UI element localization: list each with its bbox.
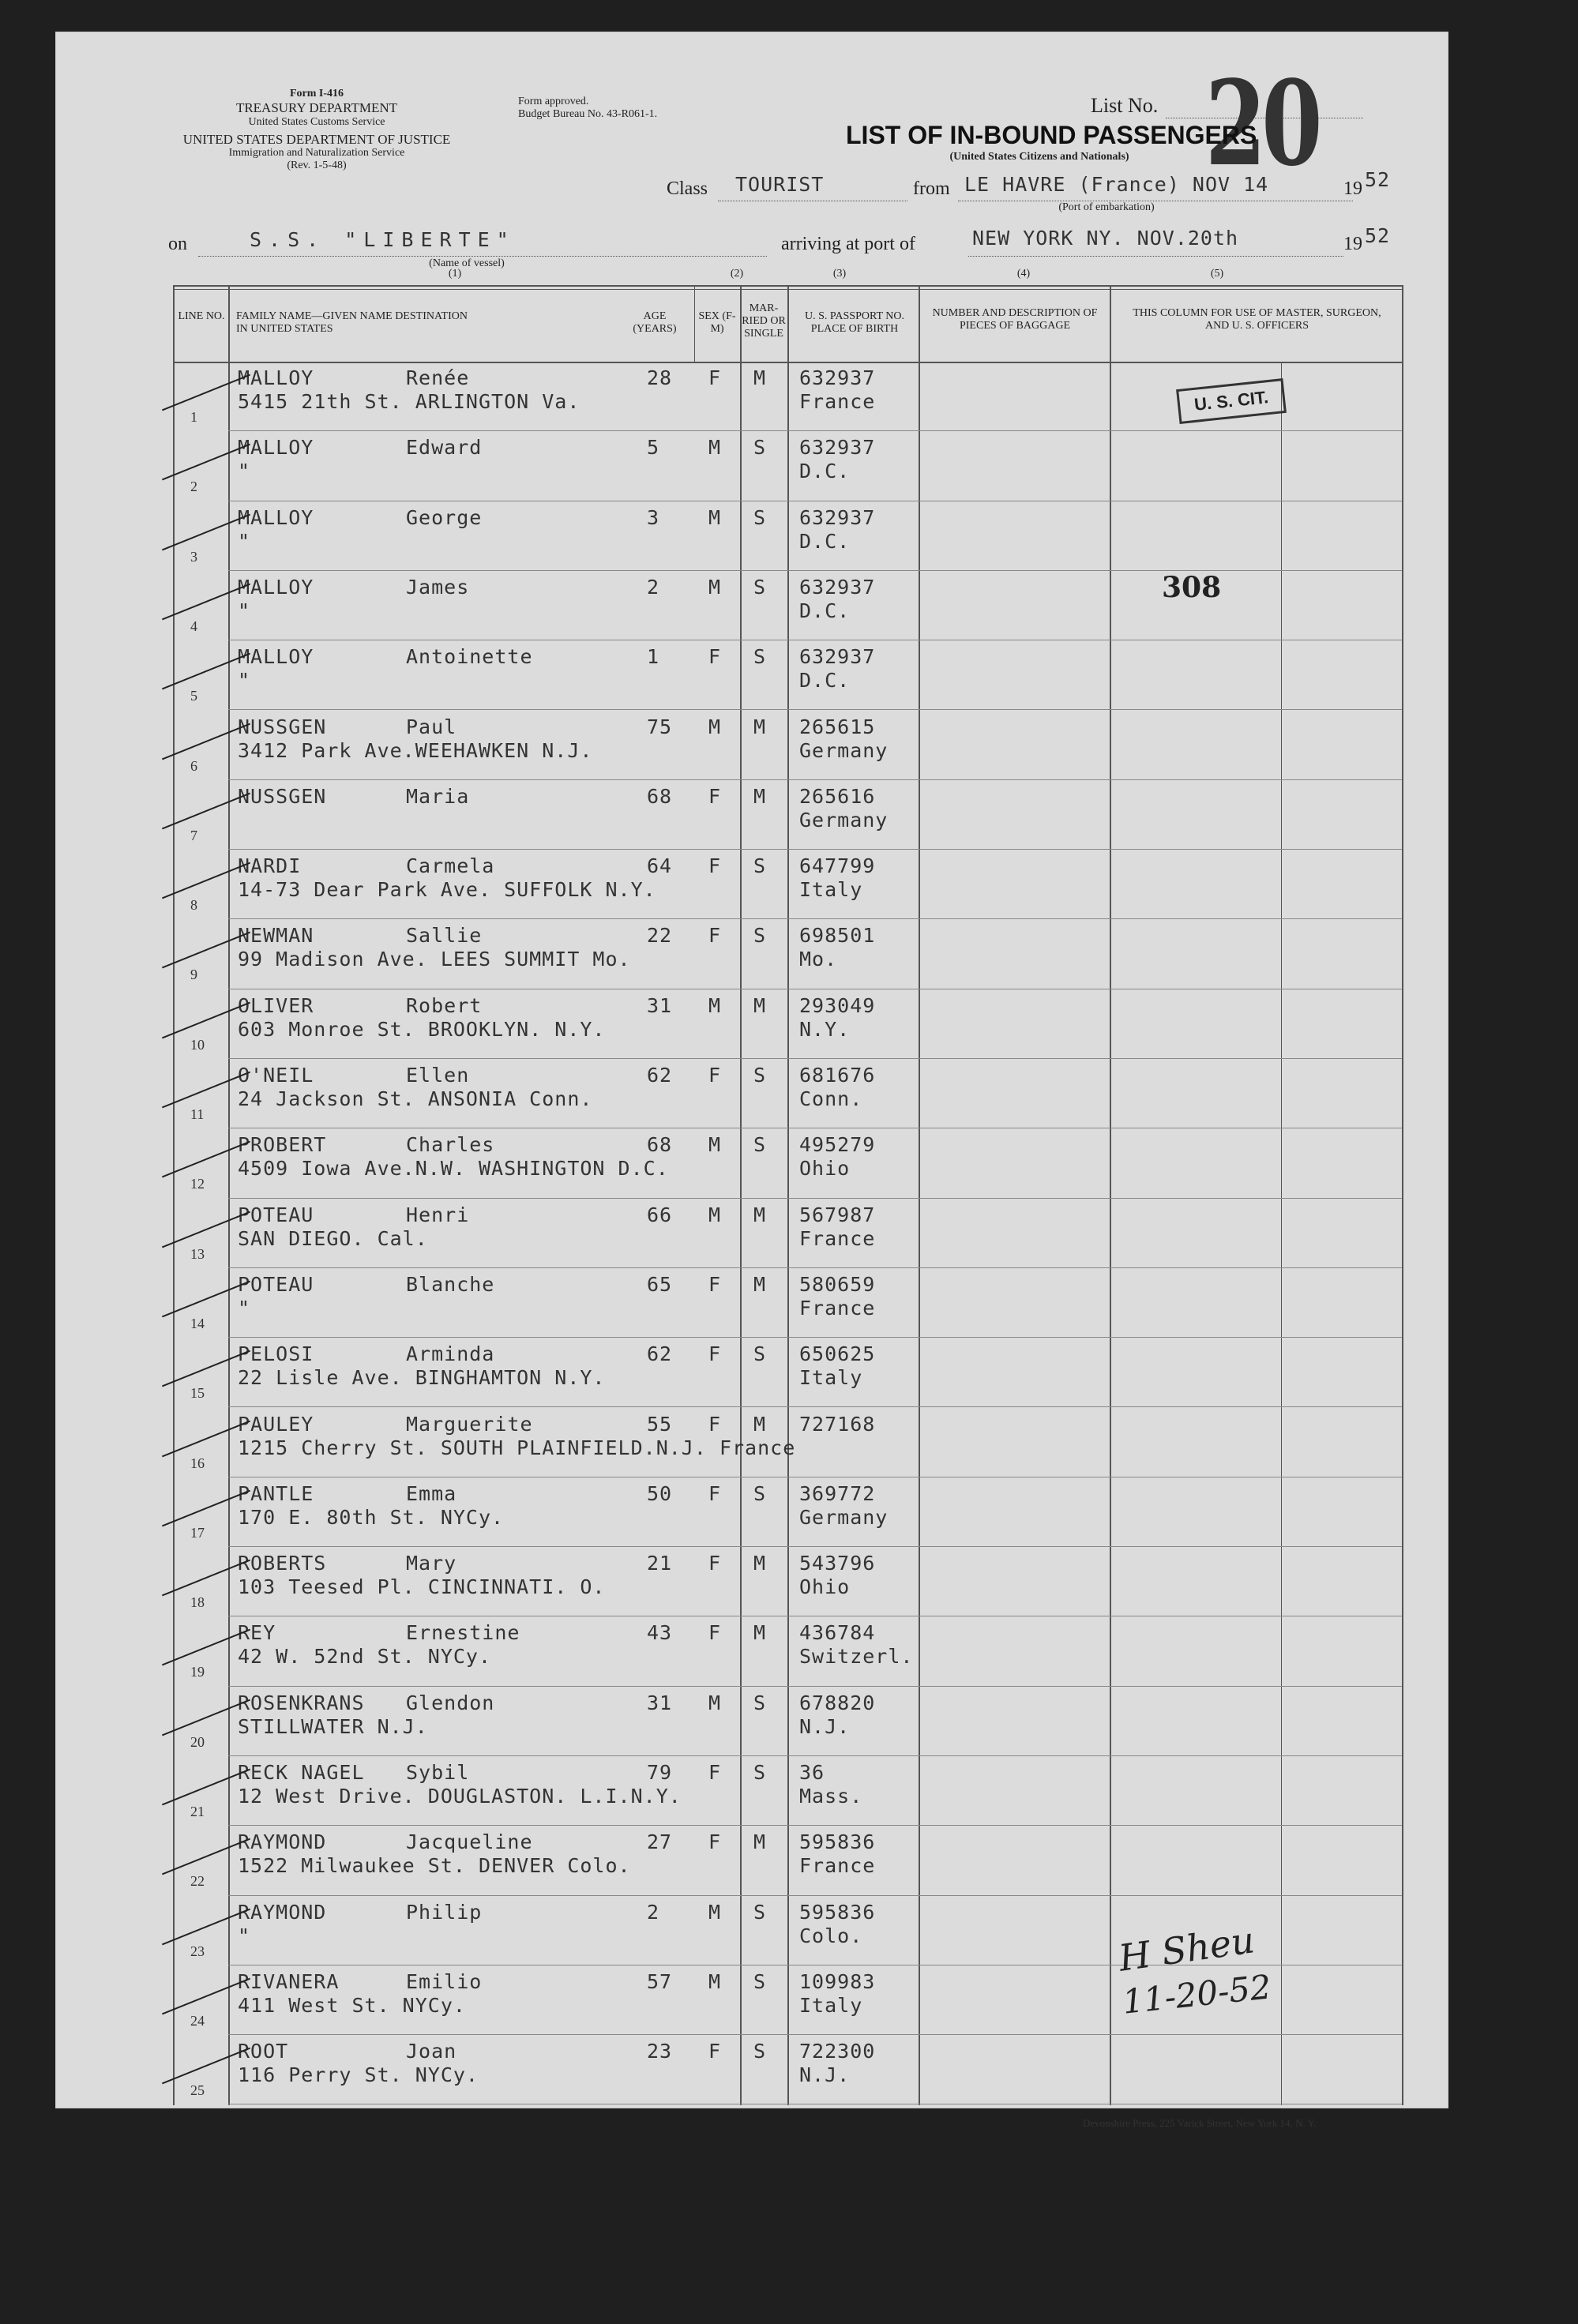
marital-status: S xyxy=(753,505,767,529)
given-name: Ernestine xyxy=(406,1621,520,1645)
on-label: on xyxy=(168,234,187,254)
destination: 603 Monroe St. BROOKLYN. N.Y. xyxy=(238,1017,606,1041)
place-of-birth: N.J. xyxy=(799,1714,851,1738)
given-name: Carmela xyxy=(406,854,495,878)
year-label-2: 19 xyxy=(1343,234,1362,254)
printer-footer: Devonshire Press, 225 Varick Street, New York 14, N. Y. xyxy=(1083,2117,1317,2129)
age: 2 xyxy=(647,1900,660,1924)
destination: 1215 Cherry St. SOUTH PLAINFIELD.N.J. France xyxy=(238,1436,796,1459)
line-number: 22 xyxy=(190,1873,205,1890)
destination: 170 E. 80th St. NYCy. xyxy=(238,1505,505,1529)
col-header-age: AGE (YEARS) xyxy=(633,310,677,336)
destination: 12 West Drive. DOUGLASTON. L.I.N.Y. xyxy=(238,1785,682,1808)
list-title: LIST OF IN-BOUND PASSENGERS xyxy=(846,121,1257,149)
age: 22 xyxy=(647,924,673,948)
sex: F xyxy=(708,1412,722,1436)
line-number: 14 xyxy=(190,1315,205,1331)
table-row xyxy=(173,711,1403,780)
line-number: 3 xyxy=(190,548,197,565)
destination: 4509 Iowa Ave.N.W. WASHINGTON D.C. xyxy=(238,1157,669,1181)
signature-date: 11-20-52 xyxy=(1120,1967,1273,2022)
destination: " xyxy=(238,1924,251,1947)
marital-status: S xyxy=(753,1969,767,1993)
destination: " xyxy=(238,599,251,622)
year-value-2: 52 xyxy=(1365,224,1391,247)
sex: F xyxy=(708,924,722,948)
given-name: Emilio xyxy=(406,1969,483,1993)
col-header-passport: U. S. PASSPORT NO. PLACE OF BIRTH xyxy=(805,310,904,336)
us-citizen-stamp: U. S. CIT. xyxy=(1176,378,1287,424)
table-row xyxy=(173,1826,1403,1895)
age: 28 xyxy=(647,366,673,389)
table-row xyxy=(173,1268,1403,1338)
col-number-3: (3) xyxy=(832,268,847,280)
given-name: James xyxy=(406,575,470,599)
passport-number: 580659 xyxy=(799,1272,876,1296)
destination: " xyxy=(238,529,251,553)
family-name: MALLOY xyxy=(238,645,314,669)
sex: F xyxy=(708,1481,722,1505)
given-name: Henri xyxy=(406,1203,470,1226)
age: 21 xyxy=(647,1552,673,1575)
table-row xyxy=(173,1687,1403,1756)
table-row xyxy=(173,1408,1403,1477)
age: 2 xyxy=(647,575,660,599)
class-value: TOURIST xyxy=(735,173,825,196)
marital-status: S xyxy=(753,1342,767,1366)
line-number: 4 xyxy=(190,618,197,634)
place-of-birth: Italy xyxy=(799,878,863,902)
marital-status: M xyxy=(753,1272,767,1296)
col-header-name: FAMILY NAME—GIVEN NAME DESTINATION IN UNITED STATES xyxy=(236,310,468,336)
family-name: NUSSGEN xyxy=(238,784,327,808)
sex: F xyxy=(708,366,722,389)
family-name: OLIVER xyxy=(238,993,314,1017)
arriving-underline xyxy=(968,256,1343,257)
col-header-married: MAR-RIED OR SINGLE xyxy=(742,302,786,340)
place-of-birth: Mass. xyxy=(799,1785,863,1808)
inspector-signature: H Sheu xyxy=(1116,1918,1257,1980)
marital-status: S xyxy=(753,575,767,599)
passport-number: 265615 xyxy=(799,715,876,738)
passport-number: 632937 xyxy=(799,366,876,389)
col-number-2: (2) xyxy=(730,268,744,280)
table-row xyxy=(173,780,1403,850)
passport-number: 698501 xyxy=(799,924,876,948)
form-approved: Form approved. xyxy=(518,96,589,107)
table-row xyxy=(173,1477,1403,1547)
port-embark-caption: (Port of embarkation) xyxy=(1058,201,1155,213)
destination: STILLWATER N.J. xyxy=(238,1714,428,1738)
age: 64 xyxy=(647,854,673,878)
table-row xyxy=(173,431,1403,501)
given-name: Mary xyxy=(406,1552,457,1575)
passport-number: 647799 xyxy=(799,854,876,878)
year-value-1: 52 xyxy=(1365,168,1391,191)
passport-number: 436784 xyxy=(799,1621,876,1645)
place-of-birth: France xyxy=(799,1854,876,1878)
given-name: Edward xyxy=(406,436,483,460)
passport-number: 632937 xyxy=(799,645,876,669)
family-name: REY xyxy=(238,1621,276,1645)
sex: F xyxy=(708,1064,722,1087)
vessel-name: S.S. "LIBERTE" xyxy=(250,228,516,251)
place-of-birth: Ohio xyxy=(799,1157,851,1181)
marital-status: S xyxy=(753,645,767,669)
passport-number: 632937 xyxy=(799,575,876,599)
age: 5 xyxy=(647,436,660,460)
marital-status: M xyxy=(753,1203,767,1226)
passport-number: 722300 xyxy=(799,2040,876,2063)
sex: F xyxy=(708,645,722,669)
passport-number: 727168 xyxy=(799,1412,876,1436)
marital-status: S xyxy=(753,1064,767,1087)
destination: 5415 21th St. ARLINGTON Va. xyxy=(238,390,580,413)
line-number: 7 xyxy=(190,827,197,843)
line-number: 2 xyxy=(190,479,197,495)
place-of-birth: N.J. xyxy=(799,2063,851,2087)
table-row xyxy=(173,919,1403,989)
arriving-label: arriving at port of xyxy=(781,234,915,254)
age: 55 xyxy=(647,1412,673,1436)
sex: F xyxy=(708,784,722,808)
age: 57 xyxy=(647,1969,673,1993)
passport-number: 678820 xyxy=(799,1691,876,1714)
given-name: Antoinette xyxy=(406,645,533,669)
destination: 42 W. 52nd St. NYCy. xyxy=(238,1645,492,1669)
given-name: Jacqueline xyxy=(406,1830,533,1854)
passport-number: 650625 xyxy=(799,1342,876,1366)
line-number: 8 xyxy=(190,897,197,914)
place-of-birth: Switzerl. xyxy=(799,1645,914,1669)
marital-status: M xyxy=(753,1830,767,1854)
col-header-officers: THIS COLUMN FOR USE OF MASTER, SURGEON, AND U. S. OFFICERS xyxy=(1133,307,1381,332)
family-name: MALLOY xyxy=(238,366,314,389)
list-subtitle: (United States Citizens and Nationals) xyxy=(949,151,1129,163)
sex: F xyxy=(708,1272,722,1296)
age: 79 xyxy=(647,1761,673,1784)
family-name: PAULEY xyxy=(238,1412,314,1436)
destination: 3412 Park Ave.WEEHAWKEN N.J. xyxy=(238,738,593,762)
age: 23 xyxy=(647,2040,673,2063)
col-number-4: (4) xyxy=(1016,268,1031,280)
col-header-baggage: NUMBER AND DESCRIPTION OF PIECES OF BAGGAGE xyxy=(932,307,1098,332)
line-number: 13 xyxy=(190,1245,205,1262)
marital-status: M xyxy=(753,715,767,738)
sex: M xyxy=(708,993,722,1017)
age: 62 xyxy=(647,1064,673,1087)
family-name: RIVANERA xyxy=(238,1969,340,1993)
marital-status: M xyxy=(753,784,767,808)
sex: M xyxy=(708,1203,722,1226)
manifest-page xyxy=(55,32,1448,2129)
sex: F xyxy=(708,1621,722,1645)
line-number: 10 xyxy=(190,1036,205,1053)
given-name: Maria xyxy=(406,784,470,808)
vline-age-sex xyxy=(694,285,695,362)
family-name: O'NEIL xyxy=(238,1064,314,1087)
passport-number: 632937 xyxy=(799,436,876,460)
age: 50 xyxy=(647,1481,673,1505)
destination: SAN DIEGO. Cal. xyxy=(238,1226,428,1250)
family-name: PROBERT xyxy=(238,1133,327,1157)
family-name: POTEAU xyxy=(238,1272,314,1296)
table-row xyxy=(173,850,1403,919)
line-number: 1 xyxy=(190,409,197,425)
given-name: Paul xyxy=(406,715,457,738)
marital-status: S xyxy=(753,1691,767,1714)
table-row xyxy=(173,1128,1403,1198)
family-name: MALLOY xyxy=(238,436,314,460)
age: 31 xyxy=(647,993,673,1017)
sex: F xyxy=(708,1342,722,1366)
sex: M xyxy=(708,1900,722,1924)
age: 66 xyxy=(647,1203,673,1226)
place-of-birth: France xyxy=(799,1296,876,1320)
marital-status: M xyxy=(753,366,767,389)
given-name: Robert xyxy=(406,993,483,1017)
destination: 99 Madison Ave. LEES SUMMIT Mo. xyxy=(238,948,631,971)
sex: F xyxy=(708,2040,722,2063)
given-name: Blanche xyxy=(406,1272,495,1296)
age: 68 xyxy=(647,784,673,808)
sex: M xyxy=(708,1691,722,1714)
place-of-birth: Ohio xyxy=(799,1575,851,1599)
family-name: MALLOY xyxy=(238,575,314,599)
passport-number: 265616 xyxy=(799,784,876,808)
age: 68 xyxy=(647,1133,673,1157)
destination: " xyxy=(238,669,251,693)
given-name: Sybil xyxy=(406,1761,470,1784)
form-approval xyxy=(518,96,739,121)
family-name: RAYMOND xyxy=(238,1830,327,1854)
marital-status: S xyxy=(753,436,767,460)
col-header-sex: SEX (F-M) xyxy=(698,310,736,336)
year-label-1: 19 xyxy=(1343,178,1362,199)
destination: 24 Jackson St. ANSONIA Conn. xyxy=(238,1087,593,1110)
passport-number: 36 xyxy=(799,1761,825,1784)
destination: " xyxy=(238,1296,251,1320)
given-name: Charles xyxy=(406,1133,495,1157)
passport-number: 681676 xyxy=(799,1064,876,1087)
line-number: 20 xyxy=(190,1733,205,1750)
family-name: ROSENKRANS xyxy=(238,1691,365,1714)
treasury-dept: TREASURY DEPARTMENT xyxy=(235,100,398,116)
form-info xyxy=(159,88,475,172)
line-number: 17 xyxy=(190,1524,205,1541)
line-number: 19 xyxy=(190,1664,205,1680)
age: 27 xyxy=(647,1830,673,1854)
family-name: PANTLE xyxy=(238,1481,314,1505)
family-name: NARDI xyxy=(238,854,302,878)
age: 3 xyxy=(647,505,660,529)
destination: 1522 Milwaukee St. DENVER Colo. xyxy=(238,1854,631,1878)
family-name: ROOT xyxy=(238,2040,289,2063)
given-name: Philip xyxy=(406,1900,483,1924)
sex: M xyxy=(708,1969,722,1993)
sex: M xyxy=(708,505,722,529)
table-row xyxy=(173,1547,1403,1616)
sex: M xyxy=(708,575,722,599)
col-number-1: (1) xyxy=(448,268,462,280)
table-row xyxy=(173,1199,1403,1268)
passport-number: 543796 xyxy=(799,1552,876,1575)
destination: " xyxy=(238,460,251,483)
line-number: 6 xyxy=(190,757,197,774)
place-of-birth: D.C. xyxy=(799,669,851,693)
sex: M xyxy=(708,715,722,738)
marital-status: S xyxy=(753,854,767,878)
age: 65 xyxy=(647,1272,673,1296)
place-of-birth: Germany xyxy=(799,738,889,762)
given-name: Glendon xyxy=(406,1691,495,1714)
marital-status: M xyxy=(753,993,767,1017)
destination: 103 Teesed Pl. CINCINNATI. O. xyxy=(238,1575,606,1599)
family-name: NUSSGEN xyxy=(238,715,327,738)
class-label: Class xyxy=(667,178,708,199)
destination: 14-73 Dear Park Ave. SUFFOLK N.Y. xyxy=(238,878,656,902)
destination: 411 West St. NYCy. xyxy=(238,1993,466,2017)
line-number: 9 xyxy=(190,967,197,983)
destination: 22 Lisle Ave. BINGHAMTON N.Y. xyxy=(238,1366,606,1390)
age: 75 xyxy=(647,715,673,738)
given-name: Sallie xyxy=(406,924,483,948)
sex: M xyxy=(708,436,722,460)
sex: F xyxy=(708,854,722,878)
marital-status: S xyxy=(753,2040,767,2063)
given-name: Emma xyxy=(406,1481,457,1505)
age: 1 xyxy=(647,645,660,669)
line-number: 24 xyxy=(190,2012,205,2029)
line-number: 15 xyxy=(190,1385,205,1402)
family-name: MALLOY xyxy=(238,505,314,529)
col-header-line-no: LINE NO. xyxy=(178,310,225,322)
family-name: NEWMAN xyxy=(238,924,314,948)
passport-number: 109983 xyxy=(799,1969,876,1993)
place-of-birth: France xyxy=(799,390,876,413)
given-name: George xyxy=(406,505,483,529)
passenger-table xyxy=(173,285,1403,2105)
age: 43 xyxy=(647,1621,673,1645)
marital-status: S xyxy=(753,924,767,948)
list-number: 20 xyxy=(1205,54,1318,192)
table-row xyxy=(173,1338,1403,1407)
place-of-birth: Germany xyxy=(799,1505,889,1529)
given-name: Marguerite xyxy=(406,1412,533,1436)
arriving-value: NEW YORK NY. NOV.20th xyxy=(972,227,1239,250)
line-number: 18 xyxy=(190,1594,205,1611)
table-row xyxy=(173,989,1403,1059)
place-of-birth: D.C. xyxy=(799,599,851,622)
line-number: 25 xyxy=(190,2082,205,2099)
form-number: Form I-416 xyxy=(289,88,344,99)
marital-status: S xyxy=(753,1481,767,1505)
place-of-birth: Italy xyxy=(799,1993,863,2017)
place-of-birth: D.C. xyxy=(799,529,851,553)
customs-service: United States Customs Service xyxy=(248,115,385,128)
given-name: Joan xyxy=(406,2040,457,2063)
family-name: PELOSI xyxy=(238,1342,314,1366)
family-name: ROBERTS xyxy=(238,1552,327,1575)
vessel-caption: (Name of vessel) xyxy=(429,257,505,269)
officer-code: 308 xyxy=(1162,571,1222,604)
family-name: RAYMOND xyxy=(238,1900,327,1924)
sex: M xyxy=(708,1133,722,1157)
given-name: Renée xyxy=(406,366,470,389)
place-of-birth: Mo. xyxy=(799,948,838,971)
table-row xyxy=(173,1756,1403,1826)
table-row xyxy=(173,1616,1403,1686)
age: 31 xyxy=(647,1691,673,1714)
table-row xyxy=(173,501,1403,571)
destination: 116 Perry St. NYCy. xyxy=(238,2063,479,2087)
place-of-birth: D.C. xyxy=(799,460,851,483)
passport-number: 495279 xyxy=(799,1133,876,1157)
table-row xyxy=(173,2035,1403,2104)
family-name: RECK NAGEL xyxy=(238,1761,365,1784)
sex: F xyxy=(708,1761,722,1784)
passport-number: 567987 xyxy=(799,1203,876,1226)
marital-status: M xyxy=(753,1621,767,1645)
age: 62 xyxy=(647,1342,673,1366)
sex: F xyxy=(708,1552,722,1575)
form-revision: (Rev. 1-5-48) xyxy=(287,160,347,172)
vessel-underline xyxy=(198,256,767,257)
place-of-birth: Colo. xyxy=(799,1924,863,1947)
given-name: Ellen xyxy=(406,1064,470,1087)
place-of-birth: Italy xyxy=(799,1366,863,1390)
family-name: POTEAU xyxy=(238,1203,314,1226)
given-name: Arminda xyxy=(406,1342,495,1366)
table-row xyxy=(173,640,1403,710)
from-label: from xyxy=(913,178,950,199)
line-number: 16 xyxy=(190,1455,205,1471)
check-mark xyxy=(162,792,250,829)
passport-number: 369772 xyxy=(799,1481,876,1505)
line-number: 11 xyxy=(190,1106,205,1122)
marital-status: M xyxy=(753,1552,767,1575)
budget-bureau: Budget Bureau No. 43-R061-1. xyxy=(518,108,658,121)
passport-number: 595836 xyxy=(799,1900,876,1924)
line-number: 12 xyxy=(190,1176,205,1192)
sex: F xyxy=(708,1830,722,1854)
passport-number: 632937 xyxy=(799,505,876,529)
marital-status: S xyxy=(753,1900,767,1924)
line-number: 5 xyxy=(190,688,197,704)
from-value: LE HAVRE (France) NOV 14 xyxy=(964,173,1269,196)
place-of-birth: Conn. xyxy=(799,1087,863,1110)
justice-dept: UNITED STATES DEPARTMENT OF JUSTICE xyxy=(182,131,451,147)
place-of-birth: France xyxy=(799,1226,876,1250)
list-no-label: List No. xyxy=(1091,94,1159,117)
marital-status: S xyxy=(753,1761,767,1784)
place-of-birth: N.Y. xyxy=(799,1017,851,1041)
marital-status: S xyxy=(753,1133,767,1157)
col-number-5: (5) xyxy=(1210,268,1224,280)
passport-number: 293049 xyxy=(799,993,876,1017)
place-of-birth: Germany xyxy=(799,808,889,832)
line-number: 21 xyxy=(190,1804,205,1819)
table-row xyxy=(173,1059,1403,1128)
passport-number: 595836 xyxy=(799,1830,876,1854)
immigration-service: Immigration and Naturalization Service xyxy=(228,147,405,160)
line-number: 23 xyxy=(190,1943,205,1959)
marital-status: M xyxy=(753,1412,767,1436)
